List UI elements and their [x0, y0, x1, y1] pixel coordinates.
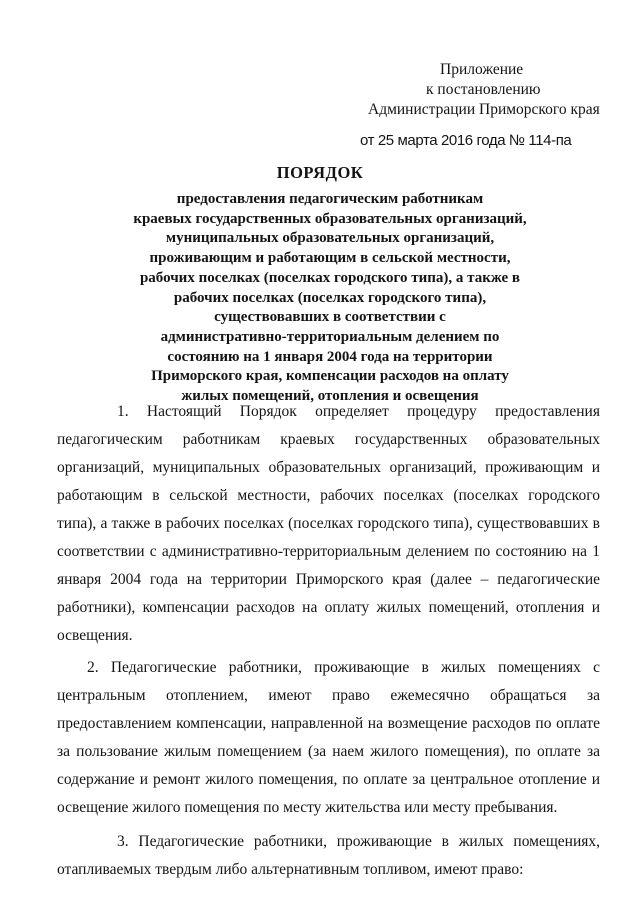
- appendix-header: [360, 60, 610, 151]
- subtitle-line: предоставления педагогическим работникам: [176, 191, 484, 207]
- appendix-decree-ref: к постановлению: [426, 81, 541, 98]
- subtitle-line: существовавших в соответствии с: [214, 309, 446, 326]
- subtitle-line: административно-территориальным делением по: [160, 328, 500, 345]
- subtitle-line: муниципальных образовательных организаций,: [165, 230, 495, 247]
- subtitle-line: проживающим и работающим в сельской местности,: [149, 250, 511, 267]
- appendix-label: Приложение: [440, 61, 524, 78]
- subtitle-line: рабочих поселках (поселках городского типа), а также в: [139, 269, 521, 286]
- appendix-date-number: от 25 марта 2016 года № 114-па: [360, 132, 572, 149]
- appendix-authority: Администрации Приморского края: [368, 101, 600, 118]
- paragraph-3: 3. Педагогические работники, проживающие в жилых помещениях, отапливаемых твердым либо альтернативным топливом, имеют право:: [57, 833, 600, 878]
- subtitle-line: рабочих поселках (поселках городского типа),: [173, 289, 487, 306]
- subtitle-line: состоянию на 1 января 2004 года на территории: [167, 348, 493, 365]
- document-subtitle: [120, 190, 540, 407]
- paragraph-2: 2. Педагогические работники, проживающие в жилых помещениях с центральным отоплением, имеют право ежемесячно обращаться за предоставлением компенсации, направленной на возмещение расходов по оплате за пользование жилым помещением (за наем жилого помещения), по оплате за содержание и ремонт жилого помещения, по оплате за центральное отопление и освещение жилого помещения по месту жительства или месту пребывания.: [57, 659, 600, 816]
- subtitle-line: Приморского края, компенсации расходов на оплату: [151, 368, 509, 385]
- document-title: ПОРЯДОК: [276, 163, 364, 182]
- document-body: [57, 398, 600, 884]
- paragraph-1: 1. Настоящий Порядок определяет процедуру предоставления педагогическим работникам краевых государственных образовательных организаций, муниципальных образовательных организаций, проживающим и работающим в сельской местности, рабочих поселках (поселках городского типа), а также в рабочих поселках (поселках городского типа), существовавших в соответствии с административно-территориальным делением по состоянию на 1 января 2004 года на территории Приморского края (далее – педагогические работники), компенсации расходов на оплату жилых помещений, отопления и освещения.: [57, 403, 600, 644]
- subtitle-line: краевых государственных образовательных организаций,: [133, 210, 527, 227]
- subtitle-line: жилых помещений, отопления и освещения: [181, 388, 479, 405]
